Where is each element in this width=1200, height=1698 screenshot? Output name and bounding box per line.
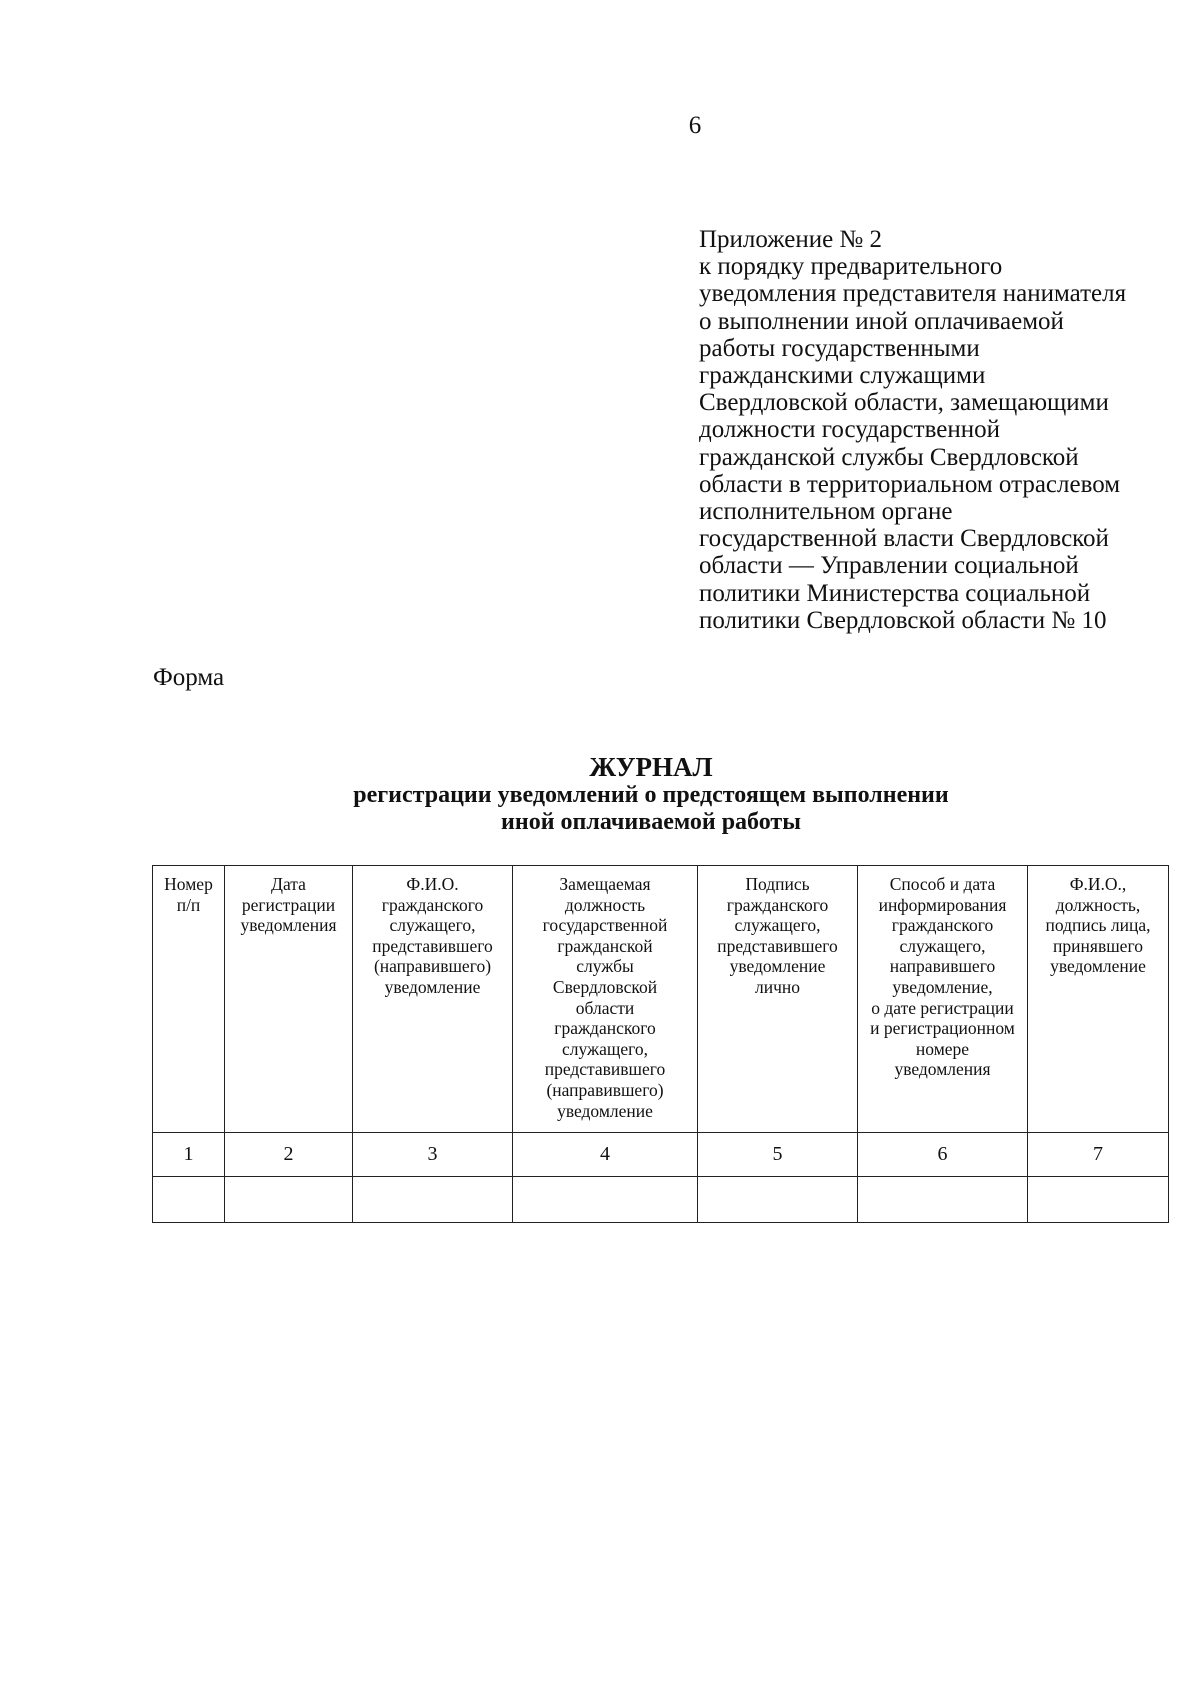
header-line: Подпись [745, 874, 810, 894]
header-line: гражданского [726, 894, 829, 915]
header-line: представившего [717, 935, 838, 956]
header-line: информирования [878, 894, 1007, 915]
empty-cell [513, 1177, 698, 1223]
form-label: Форма [153, 664, 225, 691]
table-row [153, 1177, 1169, 1223]
journal-subtitle: иной оплачиваемой работы [501, 809, 801, 835]
header-line: гражданского [554, 1018, 656, 1039]
header-cell [225, 866, 353, 1133]
column-number-cell: 3 [353, 1133, 513, 1177]
empty-cell [698, 1177, 858, 1223]
header-line: регистрации [241, 894, 336, 915]
appendix-line: уведомления представителя нанимателя [699, 280, 1127, 308]
header-cell [858, 866, 1028, 1133]
header-line: гражданской [557, 935, 653, 956]
header-line: номере [915, 1038, 970, 1059]
page-number: 6 [688, 112, 702, 139]
header-line: принявшего [1053, 935, 1143, 956]
column-number-cell: 7 [1028, 1133, 1169, 1177]
header-line: представившего [372, 935, 493, 956]
header-cell [353, 866, 513, 1133]
column-number-cell: 4 [513, 1133, 698, 1177]
header-line: государственной [542, 915, 668, 936]
column-number-cell: 1 [153, 1133, 225, 1177]
journal-title: ЖУРНАЛ [589, 752, 713, 782]
header-line: Замещаемая [559, 874, 651, 894]
appendix-line: государственной власти Свердловской [699, 525, 1109, 553]
header-line: п/п [176, 894, 201, 915]
journal-title-block [0, 752, 1200, 836]
appendix-line: о выполнении иной оплачиваемой [699, 307, 1064, 335]
header-line: уведомление [1050, 956, 1146, 977]
header-line: служащего, [899, 935, 986, 956]
column-number-cell: 5 [698, 1133, 858, 1177]
column-number-row [153, 1133, 1169, 1177]
header-line: служащего, [734, 915, 821, 936]
header-line: (направившего) [373, 956, 492, 977]
header-line: уведомление [384, 976, 481, 997]
appendix-line: политики Министерства социальной [699, 579, 1091, 607]
empty-cell [353, 1177, 513, 1223]
header-line: уведомление [557, 1100, 653, 1121]
empty-cell [225, 1177, 353, 1223]
column-number-cell: 6 [858, 1133, 1028, 1177]
header-cell [153, 866, 225, 1133]
appendix-line: к порядку предварительного [699, 253, 1003, 281]
header-line: должность [564, 894, 646, 915]
header-cell [513, 866, 698, 1133]
appendix-line: работы государственными [699, 334, 980, 362]
header-line: Свердловской [552, 976, 658, 997]
header-line: Ф.И.О., [1069, 874, 1127, 894]
column-number-cell: 2 [225, 1133, 353, 1177]
header-line: должность, [1055, 894, 1141, 915]
appendix-line: Приложение № 2 [699, 226, 883, 253]
header-line: уведомления [894, 1059, 991, 1080]
journal-subtitle: регистрации уведомлений о предстоящем выполнении [353, 782, 949, 808]
header-line: направившего [889, 956, 996, 977]
header-line: лично [754, 976, 800, 997]
header-line: Номер [164, 874, 213, 894]
appendix-block [699, 226, 1179, 634]
header-line: подпись лица, [1045, 915, 1151, 936]
header-line: (направившего) [546, 1079, 664, 1100]
header-line: Дата [271, 874, 306, 894]
journal-table [152, 865, 1169, 1223]
empty-cell [1028, 1177, 1169, 1223]
header-line: области [575, 997, 635, 1018]
empty-cell [858, 1177, 1028, 1223]
appendix-line: политики Свердловской области № 10 [699, 606, 1107, 634]
header-line: Способ и дата [889, 874, 996, 894]
header-cell [698, 866, 858, 1133]
header-line: гражданского [381, 894, 484, 915]
empty-cell [153, 1177, 225, 1223]
header-line: о дате регистрации [871, 997, 1014, 1018]
header-line: представившего [544, 1059, 666, 1080]
table-header-row [153, 866, 1169, 1133]
header-line: уведомление, [892, 976, 993, 997]
appendix-line: гражданскими служащими [699, 362, 986, 390]
appendix-line: Свердловской области, замещающими [699, 389, 1109, 417]
appendix-line: должности государственной [699, 416, 1000, 444]
appendix-line: гражданской службы Свердловской [699, 443, 1079, 471]
header-line: служащего, [562, 1038, 648, 1059]
header-line: и регистрационном [870, 1018, 1015, 1039]
appendix-line: области в территориальном отраслевом [699, 470, 1121, 498]
header-line: службы [576, 956, 634, 977]
header-line: гражданского [891, 915, 994, 936]
header-line: уведомления [240, 915, 337, 936]
appendix-line: области — Управлении социальной [699, 552, 1079, 580]
header-line: Ф.И.О. [406, 874, 459, 894]
header-cell [1028, 866, 1169, 1133]
header-line: служащего, [389, 915, 476, 936]
appendix-line: исполнительном органе [699, 498, 953, 526]
header-line: уведомление [729, 956, 826, 977]
